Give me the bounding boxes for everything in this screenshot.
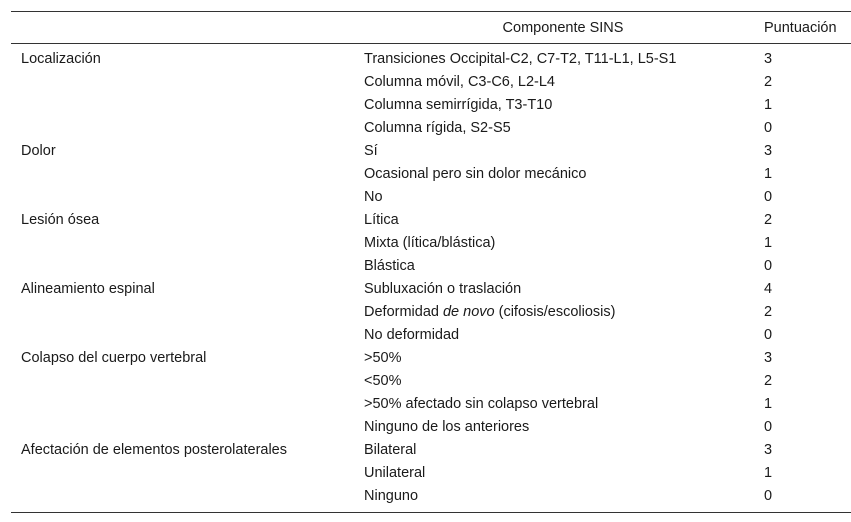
category-cell: [11, 415, 354, 438]
category-cell: [11, 93, 354, 116]
score-cell: 0: [764, 119, 773, 136]
table-row: [11, 415, 851, 438]
table-row: [11, 162, 851, 185]
category-cell: Afectación de elementos posterolaterales: [21, 441, 287, 458]
table-row: [11, 44, 851, 71]
table-row: [11, 346, 851, 369]
category-cell: [11, 392, 354, 415]
component-text: (cifosis/escoliosis): [494, 303, 616, 320]
header-score: Puntuación: [762, 12, 851, 44]
category-cell: Lesión ósea: [21, 211, 100, 228]
component-cell: Unilateral: [364, 464, 426, 481]
score-cell: 3: [764, 142, 773, 159]
component-cell: Ninguno: [354, 484, 762, 513]
score-cell: 3: [764, 441, 773, 458]
header-row: [11, 12, 851, 44]
category-cell: [11, 323, 354, 346]
table-row: [11, 461, 851, 484]
table-body: [11, 44, 851, 513]
component-cell: >50% afectado sin colapso vertebral: [364, 395, 599, 412]
table-row: [11, 277, 851, 300]
category-cell: Colapso del cuerpo vertebral: [21, 349, 207, 366]
category-cell: [11, 185, 354, 208]
component-cell: Transiciones Occipital-C2, C7-T2, T11-L1, L5-S1: [364, 50, 677, 67]
table-row: [11, 231, 851, 254]
category-cell: [11, 254, 354, 277]
header-component: Componente SINS: [354, 12, 762, 44]
component-cell: Sí: [364, 142, 378, 159]
score-cell: 3: [764, 349, 773, 366]
category-cell: [11, 70, 354, 93]
table-row: [11, 70, 851, 93]
score-cell: 1: [764, 464, 773, 481]
component-cell: Columna semirrígida, T3-T10: [364, 96, 553, 113]
category-cell: [11, 484, 354, 513]
score-cell: 1: [764, 395, 773, 412]
header-category: [11, 12, 354, 44]
component-cell: Bilateral: [364, 441, 417, 458]
component-cell: Mixta (lítica/blástica): [364, 234, 496, 251]
table-header: [11, 12, 851, 44]
component-cell: Lítica: [364, 211, 399, 228]
score-cell: 0: [764, 188, 773, 205]
table-row: [11, 300, 851, 323]
component-cell: Subluxación o traslación: [364, 280, 522, 297]
component-cell: No deformidad: [364, 326, 460, 343]
component-cell: Columna rígida, S2-S5: [364, 119, 511, 136]
table-row: [11, 484, 851, 513]
score-cell: 1: [764, 234, 773, 251]
table-row: [11, 392, 851, 415]
table-row: [11, 323, 851, 346]
score-cell: 2: [764, 73, 773, 90]
component-cell: No: [364, 188, 383, 205]
category-cell: [11, 369, 354, 392]
category-cell: [11, 162, 354, 185]
component-cell: <50%: [364, 372, 402, 389]
table-row: [11, 116, 851, 139]
category-cell: Localización: [21, 50, 101, 67]
sins-score-table: [11, 11, 851, 513]
table-row: [11, 438, 851, 461]
score-cell: 2: [764, 211, 773, 228]
table-row: [11, 93, 851, 116]
component-cell: Blástica: [364, 257, 415, 274]
table-row: [11, 185, 851, 208]
category-cell: [11, 116, 354, 139]
score-cell: 0: [764, 418, 773, 435]
category-cell: Dolor: [21, 142, 56, 159]
component-cell: Ninguno de los anteriores: [364, 418, 530, 435]
component-cell: Columna móvil, C3-C6, L2-L4: [364, 73, 555, 90]
score-cell: 2: [764, 372, 773, 389]
score-cell: 0: [764, 326, 773, 343]
component-text: Deformidad: [364, 303, 443, 320]
table-row: [11, 369, 851, 392]
component-emphasis: de novo: [442, 303, 495, 320]
component-cell: >50%: [364, 349, 402, 366]
table-row: [11, 139, 851, 162]
table-row: [11, 208, 851, 231]
category-cell: [11, 461, 354, 484]
component-cell: Ocasional pero sin dolor mecánico: [364, 165, 587, 182]
score-cell: 0: [762, 484, 851, 513]
category-cell: [11, 231, 354, 254]
score-cell: 3: [764, 50, 773, 67]
score-cell: 2: [764, 303, 773, 320]
score-cell: 1: [764, 165, 773, 182]
score-cell: 1: [764, 96, 773, 113]
component-cell: [354, 300, 762, 323]
score-cell: 0: [764, 257, 773, 274]
category-cell: [11, 300, 354, 323]
category-cell: Alineamiento espinal: [21, 280, 155, 297]
score-cell: 4: [764, 280, 773, 297]
table-row: [11, 254, 851, 277]
